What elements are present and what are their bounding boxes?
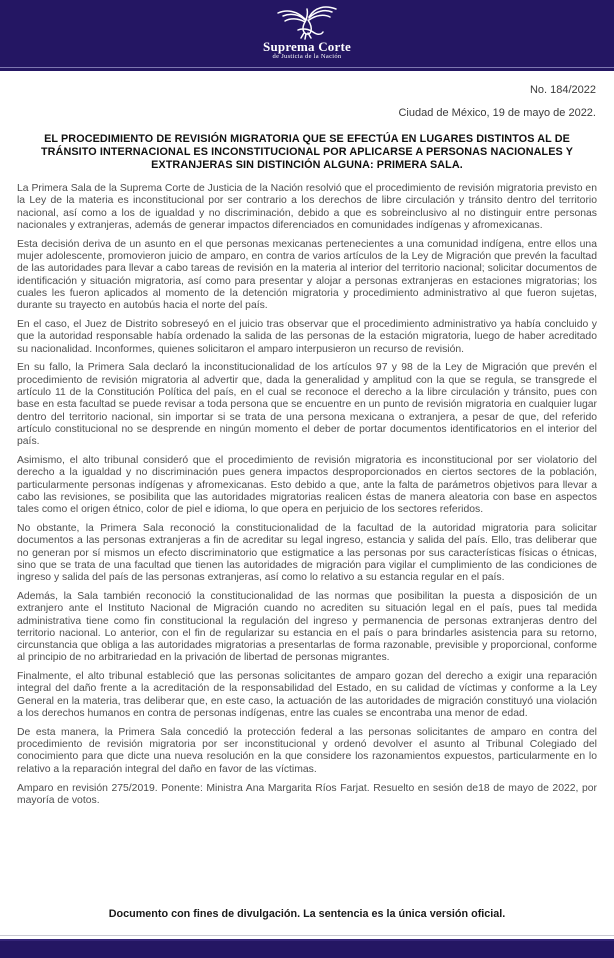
press-release-body <box>17 183 597 807</box>
dateline: Ciudad de México, 19 de mayo de 2022. <box>398 107 596 119</box>
org-subtitle: de Justicia de la Nación <box>272 53 342 60</box>
headline: EL PROCEDIMIENTO DE REVISIÓN MIGRATORIA QUE SE EFECTÚA EN LUGARES DISTINTOS AL DE TRÁNSITO INTERNACIONAL ES INCONSTITUCIONAL POR APLICARSE A PERSONAS NACIONALES Y EXTRANJERAS SIN DISTINCIÓN ALGUNA: PRIMERA SALA. <box>40 133 574 171</box>
body-paragraph: De esta manera, la Primera Sala concedió la protección federal a las personas solicitantes de amparo en contra del procedimiento de revisión migratoria por ser inconstitucional y ordenó devolver el asunto al Tribunal Colegiado del conocimiento para que dicte una nueva resolución en la que considere los razonamientos expuestos, particularmente en lo relativo a la reparación integral del daño en favor de las víctimas. <box>17 726 597 775</box>
body-paragraph: Asimismo, el alto tribunal consideró que el procedimiento de revisión migratoria es inconstitucional por ser violatorio del derecho a la igualdad y no discriminación pues genera impactos desproporcionados en ciertos sectores de la población, particularmente personas indígenas y afromexicanas. Esto debido a que, ante la falta de parámetros objetivos para llevar a cabo las revisiones, se posibilita que las autoridades migratorias realicen éstas de manera aleatoria con base en aspectos tales como el origen étnico, color de piel e idioma, lo que opera en perjuicio de los sectores referidos. <box>17 454 597 516</box>
scjn-eagle-icon <box>274 4 340 40</box>
footer-bar <box>0 939 614 958</box>
disclaimer-note: Documento con fines de divulgación. La sentencia es la única versión oficial. <box>108 908 506 920</box>
body-paragraph: En su fallo, la Primera Sala declaró la inconstitucionalidad de los artículos 97 y 98 de la Ley de Migración que prevén el procedimiento de revisión migratoria al advertir que, dada la generalidad y amplitud con la que se regula, se transgrede el artículo 11 de la Constitución Política del país, en el cual se reconoce el derecho a la libre circulación y tránsito, pues con base en esta facultad se puede revisar a toda persona que se encuentre en un punto de revisión migratoria en cualquier lugar dentro del territorio nacional, sin importar si se trata de una persona mexicana o extranjera, a pesar de que, del referido artículo constitucional no se desprende en ningún momento el deber de portar documentos identificatorios en el interior del país. <box>17 362 597 448</box>
case-reference: Amparo en revisión 275/2019. Ponente: Ministra Ana Margarita Ríos Farjat. Resuelto en sesión de18 de mayo de 2022, por mayoría de votos. <box>17 782 597 806</box>
body-paragraph: Esta decisión deriva de un asunto en el que personas mexicanas pertenecientes a una comunidad indígena, entre ellos una mujer adolescente, promovieron juicio de amparo, en contra de varios artículos de la Ley de Migración que prevén la facultad de las autoridades para llevar a cabo tareas de revisión en la materia al interior del territorio nacional; solicitar documentos de identificación y situación migratoria, así como para presentar y alojar a personas extranjeras en estaciones migratorias; los cuales les fueron aplicados al momento de la detención migratoria y procedimiento administrativo al que fueron sujetas, durante su trayecto en autobús hacia el norte del país. <box>17 238 597 312</box>
body-paragraph: Finalmente, el alto tribunal estableció que las personas solicitantes de amparo gozan del derecho a exigir una reparación integral del daño frente a la acreditación de la responsabilidad del Estado, en su calidad de víctimas y conforme a la Ley General en la materia, tras deliberar que, en este caso, la actuación de las autoridades de migración constituyó una violación a los derechos humanos en contra de personas indígenas, entre las cuales se encontraba una menor de edad. <box>17 671 597 720</box>
bulletin-number: No. 184/2022 <box>529 84 596 96</box>
footer-divider-rule <box>0 935 614 936</box>
body-paragraph: Además, la Sala también reconoció la constitucionalidad de las normas que posibilitan la puesta a disposición de un extranjero ante el Instituto Nacional de Migración cuando no acrediten su situación legal en el país, pues tal medida administrativa tiene como fin constitucional la regulación del ingreso y permanencia de personas extranjeras dentro del territorio nacional. Lo anterior, con el fin de regularizar su estancia en el país o para brindarles asistencia para su retorno, circunstancia que obliga a las autoridades migratorias a presentarlas de forma razonable, previsible y proporcional, conforme al principio de no arbitrariedad en la privación de libertad de personas migrantes. <box>17 590 597 664</box>
org-title: Suprema Corte <box>263 39 351 54</box>
body-paragraph: No obstante, la Primera Sala reconoció la constitucionalidad de la facultad de la autoridad migratoria para solicitar documentos a las personas extranjeras a fin de acreditar su legal ingreso, estancia y salida del país. Ello, tras deliberar que no generan por sí mismos un efecto discriminatorio que estigmatice a las personas por sus características físicas o étnicas, sino que se trata de una facultad que tienen las autoridades de migración para vigilar el cumplimiento de las condiciones de ingreso y salida del país de las personas extranjeras, así como lo relativo a su estancia regular en el país. <box>17 522 597 584</box>
body-paragraph: En el caso, el Juez de Distrito sobreseyó en el juicio tras observar que el procedimiento administrativo ya había concluido y que la autoridad responsable había ordenado la salida de las personas de la estación migratoria, luego de haber acreditado su nacionalidad. Inconformes, quienes solicitaron el amparo interpusieron un recurso de revisión. <box>17 318 597 355</box>
document-meta <box>18 84 596 119</box>
body-paragraph: La Primera Sala de la Suprema Corte de Justicia de la Nación resolvió que el procedimiento de revisión migratoria previsto en la Ley de la materia es inconstitucional por ser contrario a los derechos de libre circulación y tránsito dentro del territorio nacional, así como a los de igualdad y no discriminación, debido a que es sobreinclusivo al no distinguir entre personas nacionales y extranjeras, además de generar impactos diferenciados en comunidades indígenas y afromexicanas. <box>17 183 597 231</box>
scjn-banner <box>0 0 614 68</box>
